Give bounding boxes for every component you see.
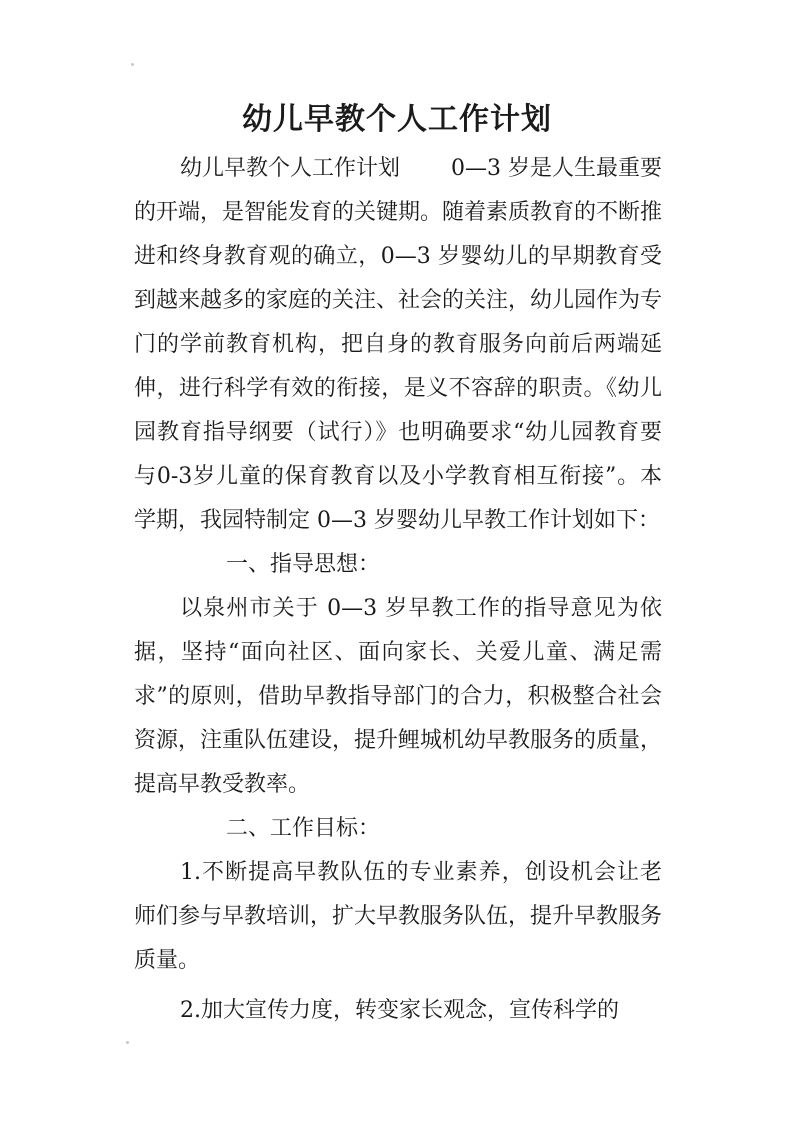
guiding-ideas-paragraph: 以泉州市关于 0—3 岁早教工作的指导意见为依据，坚持“面向社区、面向家长、关爱儿童、满足需求”的原则，借助早教指导部门的合力，积极整合社会资源，注重队伍建设，提升鲤城机幼早教服务的质量，提高早教受教率。 — [134, 596, 663, 797]
goal-item-1: 1.不断提高早教队伍的专业素养，创设机会让老师们参与早教培训，扩大早教服务队伍，提升早教服务质量。 — [134, 860, 663, 973]
section-heading-guiding-ideas: 一、指导思想： — [226, 552, 381, 577]
scan-speck — [131, 63, 134, 66]
section-heading-work-goals: 二、工作目标： — [226, 816, 381, 841]
goal-item-2: 2.加大宣传力度，转变家长观念，宣传科学的 — [180, 998, 619, 1023]
document-body — [134, 147, 662, 1033]
intro-paragraph: 幼儿早教个人工作计划 0—3 岁是人生最重要的开端，是智能发育的关键期。随着素质教育的不断推进和终身教育观的确立，0—3 岁婴幼儿的早期教育受到越来越多的家庭的关注、社会的关注，幼儿园作为专门的学前教育机构，把自身的教育服务向前后两端延伸，进行科学有效的衔接，是义不容辞的职责。《幼儿园教育指导纲要（试行）》也明确要求“幼儿园教育要与0-3岁儿童的保育教育以及小学教育相互衔接”。本学期，我园特制定 0—3 岁婴幼儿早教工作计划如下： — [134, 156, 663, 533]
scan-speck — [126, 1041, 129, 1044]
document-title: 幼儿早教个人工作计划 — [242, 102, 552, 137]
